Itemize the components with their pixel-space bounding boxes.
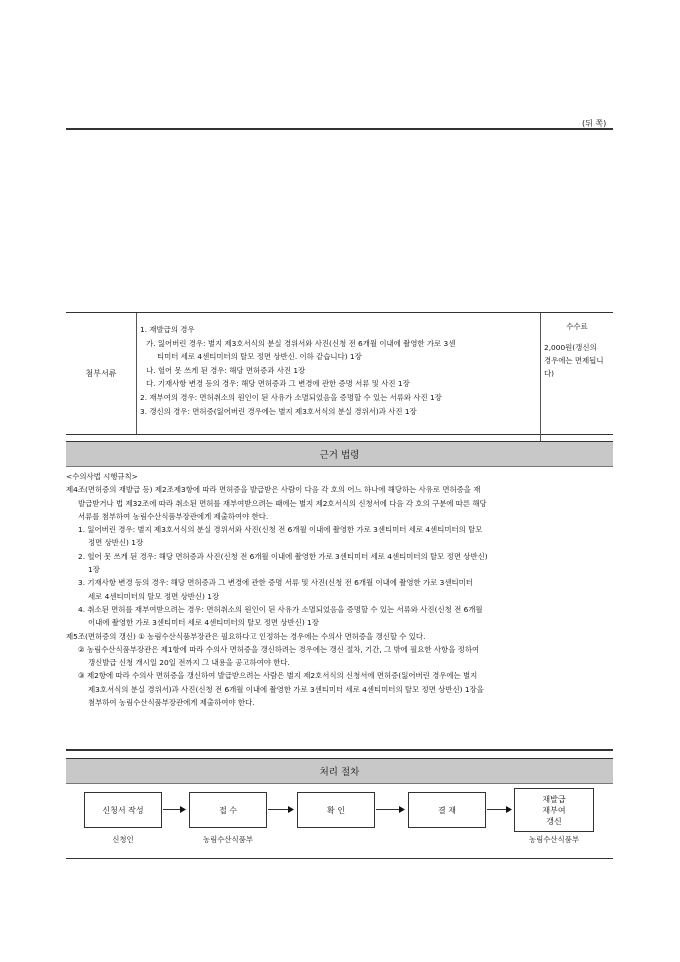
law-bottom-rule <box>66 749 613 751</box>
law-line: 1. 잃어버린 경우: 별지 제3호서식의 분실 경위서와 사진(신청 전 6개월 이내에 촬영한 가로 3센티미터 세로 4센티미터의 탈모 <box>78 525 483 535</box>
attachment-line: 티미터 세로 4센티미터의 탈모 정면 상반신. 이하 같습니다) 1장 <box>157 352 362 362</box>
process-step-receipt: 접 수 <box>189 792 267 828</box>
side-note: (뒤 쪽) <box>582 119 607 128</box>
process-label-applicant: 신청인 <box>112 835 134 844</box>
attachment-line: 가. 잃어버린 경우: 별지 제3호서식의 분실 경위서와 사진(신청 전 6개월 이내에 촬영한 가로 3센 <box>146 338 456 348</box>
fee-line: 2,000원(갱신의 <box>544 343 597 352</box>
law-line: 세로 4센티미터의 탈모 정면 상반신) 1장 <box>88 591 220 601</box>
law-line: 이내에 촬영한 가로 3센티미터 세로 4센티미터의 탈모 정면 상반신) 1장 <box>88 618 319 628</box>
attachment-line: 다. 기재사항 변경 등의 경우: 해당 면허증과 그 변경에 관한 증명 서류 및 사진 1장 <box>146 379 410 389</box>
attachment-line: 나. 헐어 못 쓰게 된 경우: 해당 면허증과 사진 1장 <box>146 365 306 375</box>
law-line: 갱신발급 신청 개시일 20일 전까지 그 내용을 공고하여야 한다. <box>88 658 290 668</box>
law-line: 서류를 첨부하여 농림수산식품부장관에게 제출하여야 한다. <box>78 511 269 521</box>
fee-header: 수수료 <box>566 322 588 331</box>
arrow-right-icon <box>163 805 187 814</box>
process-label-ministry: 농림수산식품부 <box>529 835 579 844</box>
law-line: 발급받거나 법 제32조에 따라 취소된 면허를 재부여받으려는 때에는 별지 제2호서식의 신청서에 다음 각 호의 구분에 따른 해당 <box>78 498 487 508</box>
top-rule <box>66 128 613 130</box>
law-line: 2. 헐어 못 쓰게 된 경우: 해당 면허증과 사진(신청 전 6개월 이내에 촬영한 가로 3센티미터 세로 4센티미터의 탈모 정면 상반신) <box>78 551 488 561</box>
attachments-label: 첨부서류 <box>66 313 137 434</box>
attachment-line: 2. 재부여의 경우: 면허취소의 원인이 된 사유가 소멸되었음을 증명할 수 있는 서류와 사진 1장 <box>140 392 442 402</box>
fee-line: 경우에는 면제됩니 <box>544 356 604 365</box>
law-line: 1장 <box>88 565 100 575</box>
process-step-issuance: 재발급 재부여 갱신 <box>514 788 594 832</box>
law-line: 정면 상반신) 1장 <box>88 538 144 548</box>
law-line: ③ 제2항에 따라 수의사 면허증을 갱신하여 발급받으려는 사람은 별지 제2호서식의 신청서에 면허증(잃어버린 경우에는 별지 <box>78 671 478 681</box>
process-section-header: 처리 절차 <box>66 758 613 784</box>
attachment-line: 3. 갱신의 경우: 면허증(잃어버린 경우에는 별지 제3호서식의 분실 경위서)과 사진 1장 <box>140 406 417 416</box>
fee-line: 다) <box>544 369 555 378</box>
law-line: 제5조(면허증의 갱신) ① 농림수산식품부장관은 필요하다고 인정하는 경우에는 수의사 면허증을 갱신할 수 있다. <box>66 631 426 641</box>
attachments-list <box>136 313 541 444</box>
process-step-review: 확 인 <box>297 792 375 828</box>
process-step-approval: 결 재 <box>408 792 486 828</box>
law-line: 3. 기재사항 변경 등의 경우: 해당 면허증과 그 변경에 관한 증명 서류 및 사진(신청 전 6개월 이내에 촬영한 가로 3센티미터 <box>78 578 473 588</box>
arrow-right-icon <box>376 805 406 814</box>
fee-body <box>544 341 612 380</box>
arrow-right-icon <box>268 805 295 814</box>
law-section-header: 근거 법령 <box>66 441 613 467</box>
arrow-right-icon <box>487 805 513 814</box>
bottom-rule <box>66 858 613 859</box>
law-line: <수의사법 시행규칙> <box>66 472 138 481</box>
attachment-line: 1. 재발급의 경우 <box>140 325 195 334</box>
law-body <box>66 470 613 709</box>
attachments-table <box>66 312 613 435</box>
process-step-application: 신청서 작성 <box>84 792 162 828</box>
law-line: 제4조(면허증의 재발급 등) 제2조제3항에 따라 면허증을 발급받은 사람이 다음 각 호의 어느 하나에 해당하는 사유로 면허증을 재 <box>66 485 481 495</box>
law-line: 첨부하여 농림수산식품부장관에게 제출하여야 한다. <box>88 698 255 708</box>
law-line: 제3호서식의 분실 경위서)과 사진(신청 전 6개월 이내에 촬영한 가로 3센티미터 세로 4센티미터의 탈모 정면 상반신) 1장을 <box>88 684 484 694</box>
process-label-ministry: 농림수산식품부 <box>203 835 253 844</box>
law-line: ② 농림수산식품부장관은 제1항에 따라 수의사 면허증을 갱신하려는 경우에는 갱신 절차, 기간, 그 밖에 필요한 사항을 정하여 <box>78 644 480 654</box>
fee-cell <box>541 313 613 434</box>
law-line: 4. 취소된 면허를 재부여받으려는 경우: 면허취소의 원인이 된 사유가 소멸되었음을 증명할 수 있는 서류와 사진(신청 전 6개월 <box>78 604 483 614</box>
